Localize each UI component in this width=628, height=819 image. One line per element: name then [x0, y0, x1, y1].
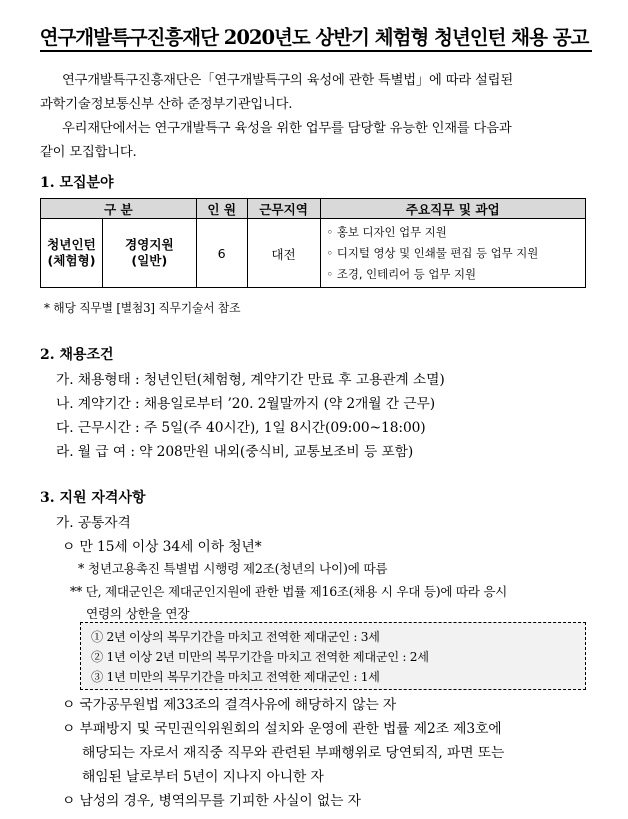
age-requirement: ㅇ 만 15세 이상 34세 이하 청년* [62, 539, 262, 555]
duty-item: ◦ 조경, 인테리어 등 업무 지원 [326, 266, 476, 281]
duty-item: ◦ 디지털 영상 및 인쇄물 편집 등 업무 지원 [326, 245, 539, 260]
cell-count: 6 [196, 219, 247, 288]
header-category: 구 분 [41, 199, 197, 219]
section3-heading: 3. 지원 자격사항 [40, 490, 146, 506]
veteran-extension-item: ① 2년 이상의 복무기간을 마치고 전역한 제대군인 : 3세 [91, 630, 380, 644]
veteran-extension-item: ② 1년 이상 2년 미만의 복무기간을 마치고 전역한 제대군인 : 2세 [91, 650, 429, 664]
veteran-extension-box [80, 622, 586, 690]
page-title: 연구개발특구진흥재단 2020년도 상반기 체험형 청년인턴 채용 공고 [39, 26, 589, 49]
condition-item: 가. 채용형태 : 청년인턴(체험형, 계약기간 만료 후 고용관계 소멸) [56, 372, 445, 388]
section1-heading: 1. 모집분야 [40, 175, 114, 191]
qualification-item-line3: 해임된 날로부터 5년이 지나지 아니한 자 [82, 769, 324, 785]
intro-p1-line1: 연구개발특구진흥재단은「연구개발특구의 육성에 관한 특별법」에 따라 설립된 [62, 73, 513, 88]
title-underline [40, 50, 592, 52]
age-note2-line2: 연령의 상한을 연장 [86, 606, 190, 621]
recruit-table [40, 198, 586, 288]
intro-p2-line1: 우리재단에서는 연구개발특구 육성을 위한 업무를 담당할 유능한 인재를 다음과 [62, 121, 512, 136]
cell-duties [320, 219, 586, 288]
condition-item: 라. 월 급 여 : 약 208만원 내외(중식비, 교통보조비 등 포함) [56, 444, 414, 460]
field-line1: 경영지원 [124, 237, 174, 252]
condition-item: 나. 계약기간 : 채용일로부터 ’20. 2월말까지 (약 2개월 간 근무) [56, 396, 436, 412]
age-note2-line1: ** 단, 제대군인은 제대군인지원에 관한 법률 제16조(채용 시 우대 등)에 따라 응시 [70, 584, 508, 599]
qualification-item: ㅇ 국가공무원법 제33조의 결격사유에 해당하지 않는 자 [62, 697, 397, 713]
common-qualification-heading: 가. 공통자격 [56, 515, 131, 531]
intro-p1-line2: 과학기술정보통신부 산하 준정부기관입니다. [40, 97, 293, 112]
cell-location: 대전 [247, 219, 320, 288]
header-location: 근무지역 [247, 199, 320, 219]
duty-item: ◦ 홍보 디자인 업무 지원 [326, 224, 447, 239]
table-header-row [41, 199, 586, 219]
cell-type [41, 219, 103, 288]
veteran-extension-item: ③ 1년 미만의 복무기간을 마치고 전역한 제대군인 : 1세 [91, 670, 380, 684]
field-line2: (일반) [131, 253, 168, 268]
condition-item: 다. 근무시간 : 주 5일(주 40시간), 1일 8시간(09:00~18:00) [56, 420, 426, 436]
section1-note: * 해당 직무별 [별첨3] 직무기술서 참조 [44, 301, 241, 315]
cell-field [102, 219, 196, 288]
type-line1: 청년인턴 [47, 237, 96, 252]
qualification-item-line1: ㅇ 부패방지 및 국민권익위원회의 설치와 운영에 관한 법률 제2조 제3호에 [62, 721, 502, 737]
table-row [41, 219, 586, 288]
qualification-item-line2: 해당되는 자로서 재직중 직무와 관련된 부패행위로 당연퇴직, 파면 또는 [82, 745, 505, 761]
section2-heading: 2. 채용조건 [40, 347, 114, 363]
age-note1: * 청년고용촉진 특별법 시행령 제2조(청년의 나이)에 따름 [78, 561, 388, 576]
header-count: 인 원 [196, 199, 247, 219]
qualification-item: ㅇ 남성의 경우, 병역의무를 기피한 사실이 없는 자 [62, 793, 361, 809]
type-line2: (체험형) [47, 253, 96, 268]
header-duties: 주요직무 및 과업 [320, 199, 586, 219]
intro-p2-line2: 같이 모집합니다. [40, 145, 137, 160]
